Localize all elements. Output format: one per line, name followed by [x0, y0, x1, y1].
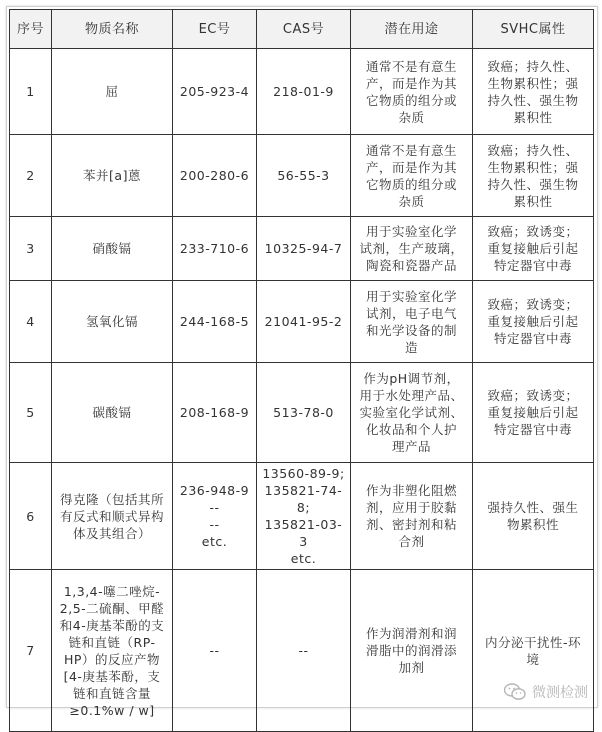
substance-name-cell [52, 363, 173, 463]
cas-number-cell [257, 363, 351, 463]
cell-line: 重复接触后引起 [487, 405, 579, 420]
cell-line: 用于水处理产品、 [359, 388, 464, 403]
cas-number-cell [257, 217, 351, 281]
ec-number-cell [173, 463, 257, 570]
svhc-property-cell [473, 570, 594, 732]
cell-line: 特定器官中毒 [493, 422, 572, 437]
cell-line: 得克隆（包括其所 [59, 491, 164, 507]
table-row [10, 463, 594, 570]
potential-use-cell [351, 570, 473, 732]
cell-line: 试剂，电子电气 [365, 305, 457, 321]
cell-line: 链和直链含量 [72, 685, 151, 701]
substance-name-cell [52, 570, 173, 732]
cell-line: 通常不是有意生 [365, 58, 457, 74]
cell-line: 特定器官中毒 [493, 331, 572, 346]
cell-line: 208-168-9 [179, 405, 250, 420]
cell-line: 强持久性、强生 [487, 500, 579, 515]
cell-line: 物累积性 [506, 517, 559, 532]
cell-line: 合剂 [398, 534, 425, 549]
cell-line: 致癌；持久性、 [487, 142, 579, 158]
cell-line: 碳酸镉 [92, 405, 132, 420]
cell-line: 杂质 [398, 109, 425, 125]
cell-line: 通常不是有意生 [365, 142, 457, 158]
table-row [10, 49, 594, 135]
potential-use-cell [351, 363, 473, 463]
potential-use-cell [351, 135, 473, 217]
cell-line: 剂，应用于胶黏 [365, 500, 457, 515]
substance-name-cell [52, 217, 173, 281]
cell-line: 致癌；持久性、 [487, 58, 579, 74]
cell-line: 累积性 [513, 193, 553, 209]
cell-line: 513-78-0 [273, 405, 334, 420]
svhc-property-cell [473, 363, 594, 463]
row-number-cell: 4 [10, 281, 52, 363]
cell-line: 内分泌干扰性-环 [484, 634, 581, 650]
wechat-icon [504, 683, 526, 701]
cell-line: 致癌；致诱变； [487, 224, 579, 239]
substance-name-cell [52, 135, 173, 217]
header-cell: SVHC属性 [473, 10, 594, 49]
cell-line: 链和直链（RP- [68, 634, 156, 650]
cell-line: 218-01-9 [273, 84, 334, 99]
cell-line: 2,5-二硫酮、甲醛 [59, 600, 165, 616]
cell-line: 产，而是作为其 [365, 159, 457, 175]
cell-line: 作为pH调节剂， [363, 371, 460, 386]
cell-line: 56-55-3 [277, 168, 330, 183]
ec-number-cell [173, 570, 257, 732]
cas-number-cell [257, 135, 351, 217]
cell-line: HP）的反应产物 [64, 651, 160, 667]
cas-number-cell [257, 49, 351, 135]
substance-name-cell [52, 49, 173, 135]
cell-line: ≥0.1%w / w] [69, 702, 155, 718]
svhc-property-cell [473, 135, 594, 217]
cell-line: 苯并[a]蒽 [83, 168, 141, 183]
cell-line: -- [298, 643, 309, 658]
cell-line: 陶瓷和瓷器产品 [365, 258, 457, 273]
ec-number-cell [173, 217, 257, 281]
cell-line: 233-710-6 [179, 241, 250, 256]
cell-line: 有反式和顺式异构 [59, 508, 164, 524]
cell-line: 21041-95-2 [264, 314, 343, 329]
cell-line: 持久性、强生物 [487, 92, 579, 108]
row-number-cell: 5 [10, 363, 52, 463]
svhc-table [9, 9, 594, 732]
cell-line: 持久性、强生物 [487, 176, 579, 192]
cell-line: 氢氧化镉 [85, 314, 138, 329]
cas-number-cell [257, 570, 351, 732]
cell-line: 它物质的组分或 [365, 92, 457, 108]
cell-line: 13560-89-9; [262, 466, 345, 481]
cell-line: [4-庚基苯酚，支 [63, 668, 161, 684]
svhc-property-cell [473, 49, 594, 135]
svhc-property-cell [473, 217, 594, 281]
row-number-cell: 1 [10, 49, 52, 135]
row-number-cell: 3 [10, 217, 52, 281]
ec-number-cell [173, 135, 257, 217]
cell-line: 135821-03-3 [264, 517, 343, 549]
cell-line: 理产品 [391, 439, 431, 454]
cell-line: 1,3,4-噻二唑烷- [63, 583, 161, 599]
ec-number-cell [173, 49, 257, 135]
cell-line: 累积性 [513, 109, 553, 125]
watermark-text: 微测检测 [532, 685, 588, 701]
cell-line: 236-948-9 [179, 483, 250, 498]
potential-use-cell [351, 463, 473, 570]
cell-line: 产，而是作为其 [365, 75, 457, 91]
cell-line: 作为润滑剂和润 [365, 626, 457, 641]
cell-line: 杂质 [398, 193, 425, 209]
cas-number-cell [257, 463, 351, 570]
cell-line: 体及其组合） [72, 525, 151, 541]
svhc-property-cell [473, 463, 594, 570]
ec-number-cell [173, 363, 257, 463]
cell-line: 屈 [105, 84, 119, 99]
cell-line: 剂、密封剂和粘 [365, 517, 457, 532]
table-row [10, 135, 594, 217]
cell-line: 10325-94-7 [264, 241, 343, 256]
ec-number-cell [173, 281, 257, 363]
cell-line: -- [209, 500, 220, 515]
table-row [10, 570, 594, 732]
cell-line: 试剂，生产玻璃， [359, 241, 464, 256]
cell-line: 生物累积性；强 [487, 75, 579, 91]
cell-line: 作为非塑化阻燃 [365, 483, 457, 498]
cell-line: 生物累积性；强 [487, 159, 579, 175]
potential-use-cell [351, 281, 473, 363]
substance-name-cell [52, 281, 173, 363]
header-cell: 序号 [10, 10, 52, 49]
cell-line: 205-923-4 [179, 84, 250, 99]
cell-line: etc. [290, 551, 317, 566]
table-row [10, 363, 594, 463]
cell-line: 和4-庚基苯酚的支 [59, 617, 165, 633]
header-cell: 物质名称 [52, 10, 173, 49]
cell-line: 实验室化学试剂、 [359, 405, 464, 420]
cell-line: -- [209, 517, 220, 532]
row-number-cell: 7 [10, 570, 52, 732]
header-cell: EC号 [173, 10, 257, 49]
cell-line: 加剂 [398, 660, 425, 675]
cell-line: 用于实验室化学 [365, 288, 457, 304]
header-cell: 潜在用途 [351, 10, 473, 49]
cell-line: 致癌；致诱变； [487, 297, 579, 312]
cell-line: 特定器官中毒 [493, 258, 572, 273]
cell-line: 硝酸镉 [92, 241, 132, 256]
row-number-cell: 2 [10, 135, 52, 217]
cell-line: 境 [526, 651, 540, 667]
row-number-cell: 6 [10, 463, 52, 570]
cell-line: 它物质的组分或 [365, 176, 457, 192]
cell-line: 200-280-6 [179, 168, 250, 183]
cell-line: 致癌；致诱变； [487, 388, 579, 403]
cell-line: 滑脂中的润滑添 [365, 643, 457, 658]
cell-line: 244-168-5 [179, 314, 250, 329]
header-row [10, 10, 594, 49]
cell-line: 重复接触后引起 [487, 314, 579, 329]
header-cell: CAS号 [257, 10, 351, 49]
substance-name-cell [52, 463, 173, 570]
cell-line: 和光学设备的制 [365, 322, 457, 338]
cell-line: 化妆品和个人护 [365, 422, 457, 437]
cell-line: 重复接触后引起 [487, 241, 579, 256]
cell-line: 造 [404, 339, 418, 355]
cell-line: 用于实验室化学 [365, 224, 457, 239]
cell-line: etc. [201, 534, 228, 549]
potential-use-cell [351, 49, 473, 135]
watermark [504, 682, 588, 702]
potential-use-cell [351, 217, 473, 281]
table-row [10, 217, 594, 281]
cell-line: -- [209, 643, 220, 658]
cell-line: 135821-74-8; [264, 483, 343, 515]
cas-number-cell [257, 281, 351, 363]
table-row [10, 281, 594, 363]
svhc-property-cell [473, 281, 594, 363]
